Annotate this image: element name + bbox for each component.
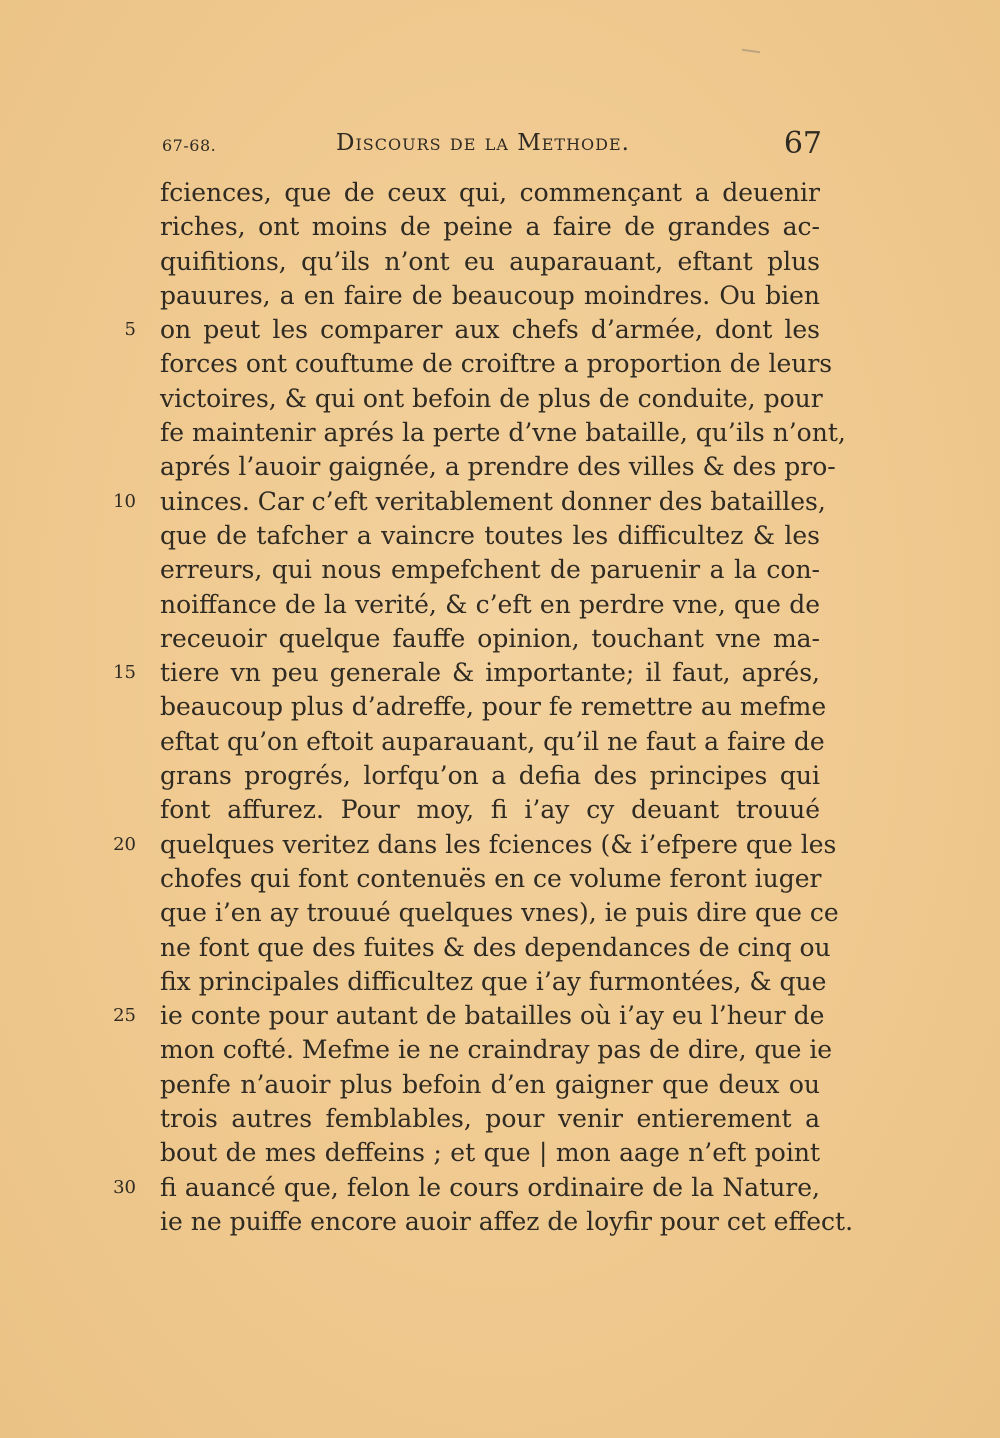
text-line [160, 1205, 854, 1239]
text-line [160, 279, 820, 313]
text-line [113, 656, 820, 690]
line-text: ie ne puiffe encore auoir affez de loyfir pour cet effect. [160, 1206, 854, 1236]
line-text: mon cofté. Mefme ie ne craindray pas de dire, que ie [160, 1035, 833, 1065]
line-text: que i’en ay trouué quelques vnes), ie puis dire que ce [160, 898, 839, 928]
text-line [160, 622, 820, 656]
text-line [160, 416, 846, 450]
line-text: pauures, a en faire de beaucoup moindres. Ou bien [160, 280, 820, 310]
text-line [160, 450, 836, 484]
text-line [160, 965, 827, 999]
line-text: victoires, & qui ont befoin de plus de conduite, pour [160, 383, 823, 413]
line-text: forces ont couftume de croiftre a proportion de leurs [160, 349, 833, 379]
line-text: fe maintenir aprés la perte d’vne bataille, qu’ils n’ont, [160, 418, 846, 448]
text-line [160, 725, 825, 759]
line-text: bout de mes deffeins ; et que | mon aage n’eft point [160, 1138, 820, 1168]
text-line [160, 210, 820, 244]
line-text: que de tafcher a vaincre toutes les difficultez & les [160, 520, 820, 550]
line-text: ne font que des fuites & des dependances de cinq ou [160, 932, 831, 962]
line-text: erreurs, qui nous empefchent de paruenir a la con- [160, 555, 820, 585]
text-line [160, 931, 831, 965]
line-text: aprés l’auoir gaignée, a prendre des villes & des pro- [160, 452, 836, 482]
text-line [160, 1033, 833, 1067]
running-header [162, 126, 822, 166]
text-line [160, 176, 820, 210]
line-text: font affurez. Pour moy, fi i’ay cy deuant trouué [160, 795, 820, 825]
line-number: 5 [124, 319, 136, 341]
text-line [113, 999, 825, 1033]
text-line [124, 313, 820, 347]
text-line [160, 245, 820, 279]
line-text: fi auancé que, felon le cours ordinaire de la Nature, [160, 1172, 820, 1202]
line-text: tiere vn peu generale & importante; il faut, aprés, [160, 658, 820, 688]
line-text: trois autres femblables, pour venir entierement a [160, 1104, 820, 1134]
line-text: on peut les comparer aux chefs d’armée, dont les [160, 315, 820, 345]
text-line [160, 793, 820, 827]
text-line [160, 1068, 820, 1102]
line-number: 25 [113, 1005, 136, 1027]
text-line [160, 588, 820, 622]
text-line [160, 553, 820, 587]
line-text: chofes qui font contenuës en ce volume feront iuger [160, 863, 822, 893]
text-line [160, 1102, 820, 1136]
line-number: 20 [113, 833, 136, 855]
text-line [160, 1136, 820, 1170]
running-title: Discours de la Methode. [336, 130, 630, 156]
body-text [113, 176, 854, 1239]
line-text: penfe n’auoir plus befoin d’en gaigner que deux ou [160, 1069, 820, 1099]
line-text: noiffance de la verité, & c’eft en perdre vne, que de [160, 589, 820, 619]
text-line [160, 690, 827, 724]
text-line [160, 382, 823, 416]
line-number: 10 [113, 490, 136, 512]
text-line [160, 896, 839, 930]
line-text: riches, ont moins de peine a faire de grandes ac- [160, 212, 820, 242]
line-text: fciences, que de ceux qui, commençant a deuenir [160, 178, 820, 207]
page-range: 67-68. [162, 136, 217, 155]
text-line [160, 347, 833, 381]
text-line [160, 862, 820, 896]
line-text: quelques veritez dans les fciences (& i’efpere que les [160, 829, 837, 859]
line-text: beaucoup plus d’adreffe, pour fe remettre au mefme [160, 692, 827, 722]
page-smudge [742, 49, 760, 53]
line-text: eftat qu’on eftoit auparauant, qu’il ne faut a faire de [160, 726, 825, 756]
text-line [160, 519, 820, 553]
text-line [113, 1171, 820, 1205]
line-text: ie conte pour autant de batailles où i’ay eu l’heur de [160, 1001, 825, 1031]
page-number: 67 [783, 126, 822, 161]
line-text: quifitions, qu’ils n’ont eu auparauant, eftant plus [160, 246, 820, 276]
line-text: uinces. Car c’eft veritablement donner des batailles, [160, 486, 826, 516]
line-number: 15 [113, 662, 136, 684]
line-text: receuoir quelque fauffe opinion, touchant vne ma- [160, 623, 820, 653]
text-line [160, 759, 820, 793]
line-number: 30 [113, 1176, 136, 1198]
line-text: fix principales difficultez que i’ay furmontées, & que [160, 966, 827, 996]
line-text: grans progrés, lorfqu’on a defia des principes qui [160, 761, 820, 791]
text-line [113, 485, 826, 519]
text-line [113, 828, 837, 862]
